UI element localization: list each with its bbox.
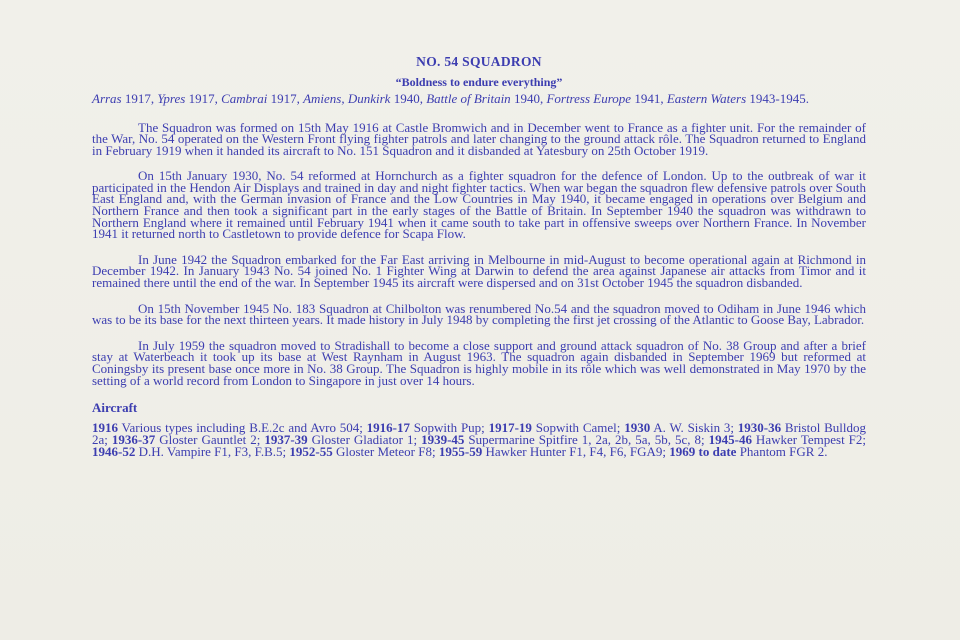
aircraft-years: 1955-59	[438, 444, 483, 460]
aircraft-heading: Aircraft	[92, 400, 138, 416]
page-title: NO. 54 SQUADRON	[416, 54, 542, 69]
history-paragraph-2: On 15th January 1930, No. 54 reformed at Hornchurch as a fighter squadron for the defence of London. Up to the outbreak of war it participated in the Hendon Air Displays and trained in day and night fighter tactics. When war began the squadron flew defensive patrols over South East England and, with the German invasion of France and the Low Countries in May 1940, it became engaged in operations over Belgium and Northern France and then took a significant part in the early stages of the Battle of Britain. In September 1940 the squadron was withdrawn to Northern England where it remained until February 1941 when it came south to take part in offensive sweeps over Northern France. In November 1941 it returned north to Castletown to provide defence for Scapa Flow.	[92, 168, 866, 242]
aircraft-types: Hawker Hunter F1, F4, F6, FGA9;	[482, 444, 670, 460]
aircraft-years: 1945-46	[708, 432, 752, 448]
history-paragraph-3: In June 1942 the Squadron embarked for the Far East arriving in Melbourne in mid-August to become operational again at Richmond in December 1942. In January 1943 No. 54 joined No. 1 Fighter Wing at Darwin to defend the area against Japanese air attacks from Timor and it remained there until the end of the war. In September 1945 its aircraft were dispersed and on 31st October 1945 the squadron disbanded.	[92, 251, 866, 291]
aircraft-years: 1916	[92, 420, 118, 436]
honour-place: Fortress Europe	[546, 91, 632, 106]
aircraft-years: 1936-37	[111, 432, 156, 448]
aircraft-years: 1917-19	[488, 420, 532, 436]
aircraft-types: Sopwith Pup;	[410, 420, 489, 436]
aircraft-types: A. W. Siskin 3;	[650, 420, 738, 436]
aircraft-types: Bristol Bulldog 2a;	[92, 420, 867, 448]
aircraft-years: 1946-52	[92, 444, 136, 460]
honour-place: Battle of Britain	[426, 91, 511, 106]
aircraft-types: Phantom FGR 2.	[736, 444, 828, 460]
aircraft-types: Gloster Meteor F8;	[332, 444, 439, 460]
honour-years: 1940,	[510, 91, 547, 106]
aircraft-years: 1916-17	[366, 420, 411, 436]
aircraft-years: 1930	[624, 420, 651, 436]
honour-years: 1941,	[631, 91, 667, 106]
aircraft-types: Various types including B.E.2c and Avro 504;	[118, 420, 367, 436]
aircraft-years: 1937-39	[264, 432, 308, 448]
aircraft-types: Gloster Gauntlet 2;	[155, 432, 265, 448]
history-paragraph-1: The Squadron was formed on 15th May 1916 at Castle Bromwich and in December went to France as a fighter unit. For the remainder of the War, No. 54 operated on the Western Front flying fighter patrols and later changing to the ground attack rôle. The Squadron returned to England in February 1919 when it handed its aircraft to No. 151 Squadron and it disbanded at Yatesbury on 25th October 1919.	[92, 119, 866, 158]
honour-years: 1917,	[185, 91, 222, 106]
honour-years: 1940,	[390, 91, 427, 106]
aircraft-types: Sopwith Camel;	[531, 420, 625, 436]
honour-place: Eastern Waters	[666, 91, 747, 106]
aircraft-types: D.H. Vampire F1, F3, F.B.5;	[135, 444, 290, 460]
aircraft-list	[92, 422, 866, 458]
aircraft-types: Hawker Tempest F2;	[751, 432, 867, 448]
aircraft-years: 1930-36	[737, 420, 782, 436]
aircraft-types: Supermarine Spitfire 1, 2a, 2b, 5a, 5b, 5c, 8;	[464, 432, 709, 448]
honour-years: 1943-1945.	[746, 91, 809, 106]
honour-years: 1917,	[121, 91, 158, 106]
battle-honours	[92, 93, 866, 106]
history-paragraph-5: In July 1959 the squadron moved to Stradishall to become a close support and ground attack squadron of No. 38 Group and after a brief stay at Waterbeach it took up its base at West Raynham in August 1963. The squadron again disbanded in September 1969 but reformed at Coningsby its present base once more in No. 38 Group. The Squadron is highly mobile in its rôle which was well demonstrated in May 1970 by the setting of a world record from London to Singapore in just over 14 hours.	[92, 337, 866, 388]
aircraft-types: Gloster Gladiator 1;	[307, 432, 422, 448]
honour-place: Ypres	[157, 91, 186, 106]
aircraft-years: 1969 to date	[669, 444, 737, 460]
aircraft-years: 1952-55	[289, 444, 333, 460]
honour-place: Cambrai	[221, 91, 268, 106]
squadron-motto: “Boldness to endure everything”	[395, 75, 563, 89]
aircraft-years: 1939-45	[421, 432, 465, 448]
honour-years: 1917,	[267, 91, 304, 106]
history-paragraph-4: On 15th November 1945 No. 183 Squadron at Chilbolton was renumbered No.54 and the squadron moved to Odiham in June 1946 which was to be its base for the next thirteen years. It made history in July 1948 by completing the first jet crossing of the Atlantic to Goose Bay, Labrador.	[92, 300, 866, 328]
honour-place: Arras	[92, 91, 122, 106]
honour-place: Amiens, Dunkirk	[303, 91, 391, 106]
